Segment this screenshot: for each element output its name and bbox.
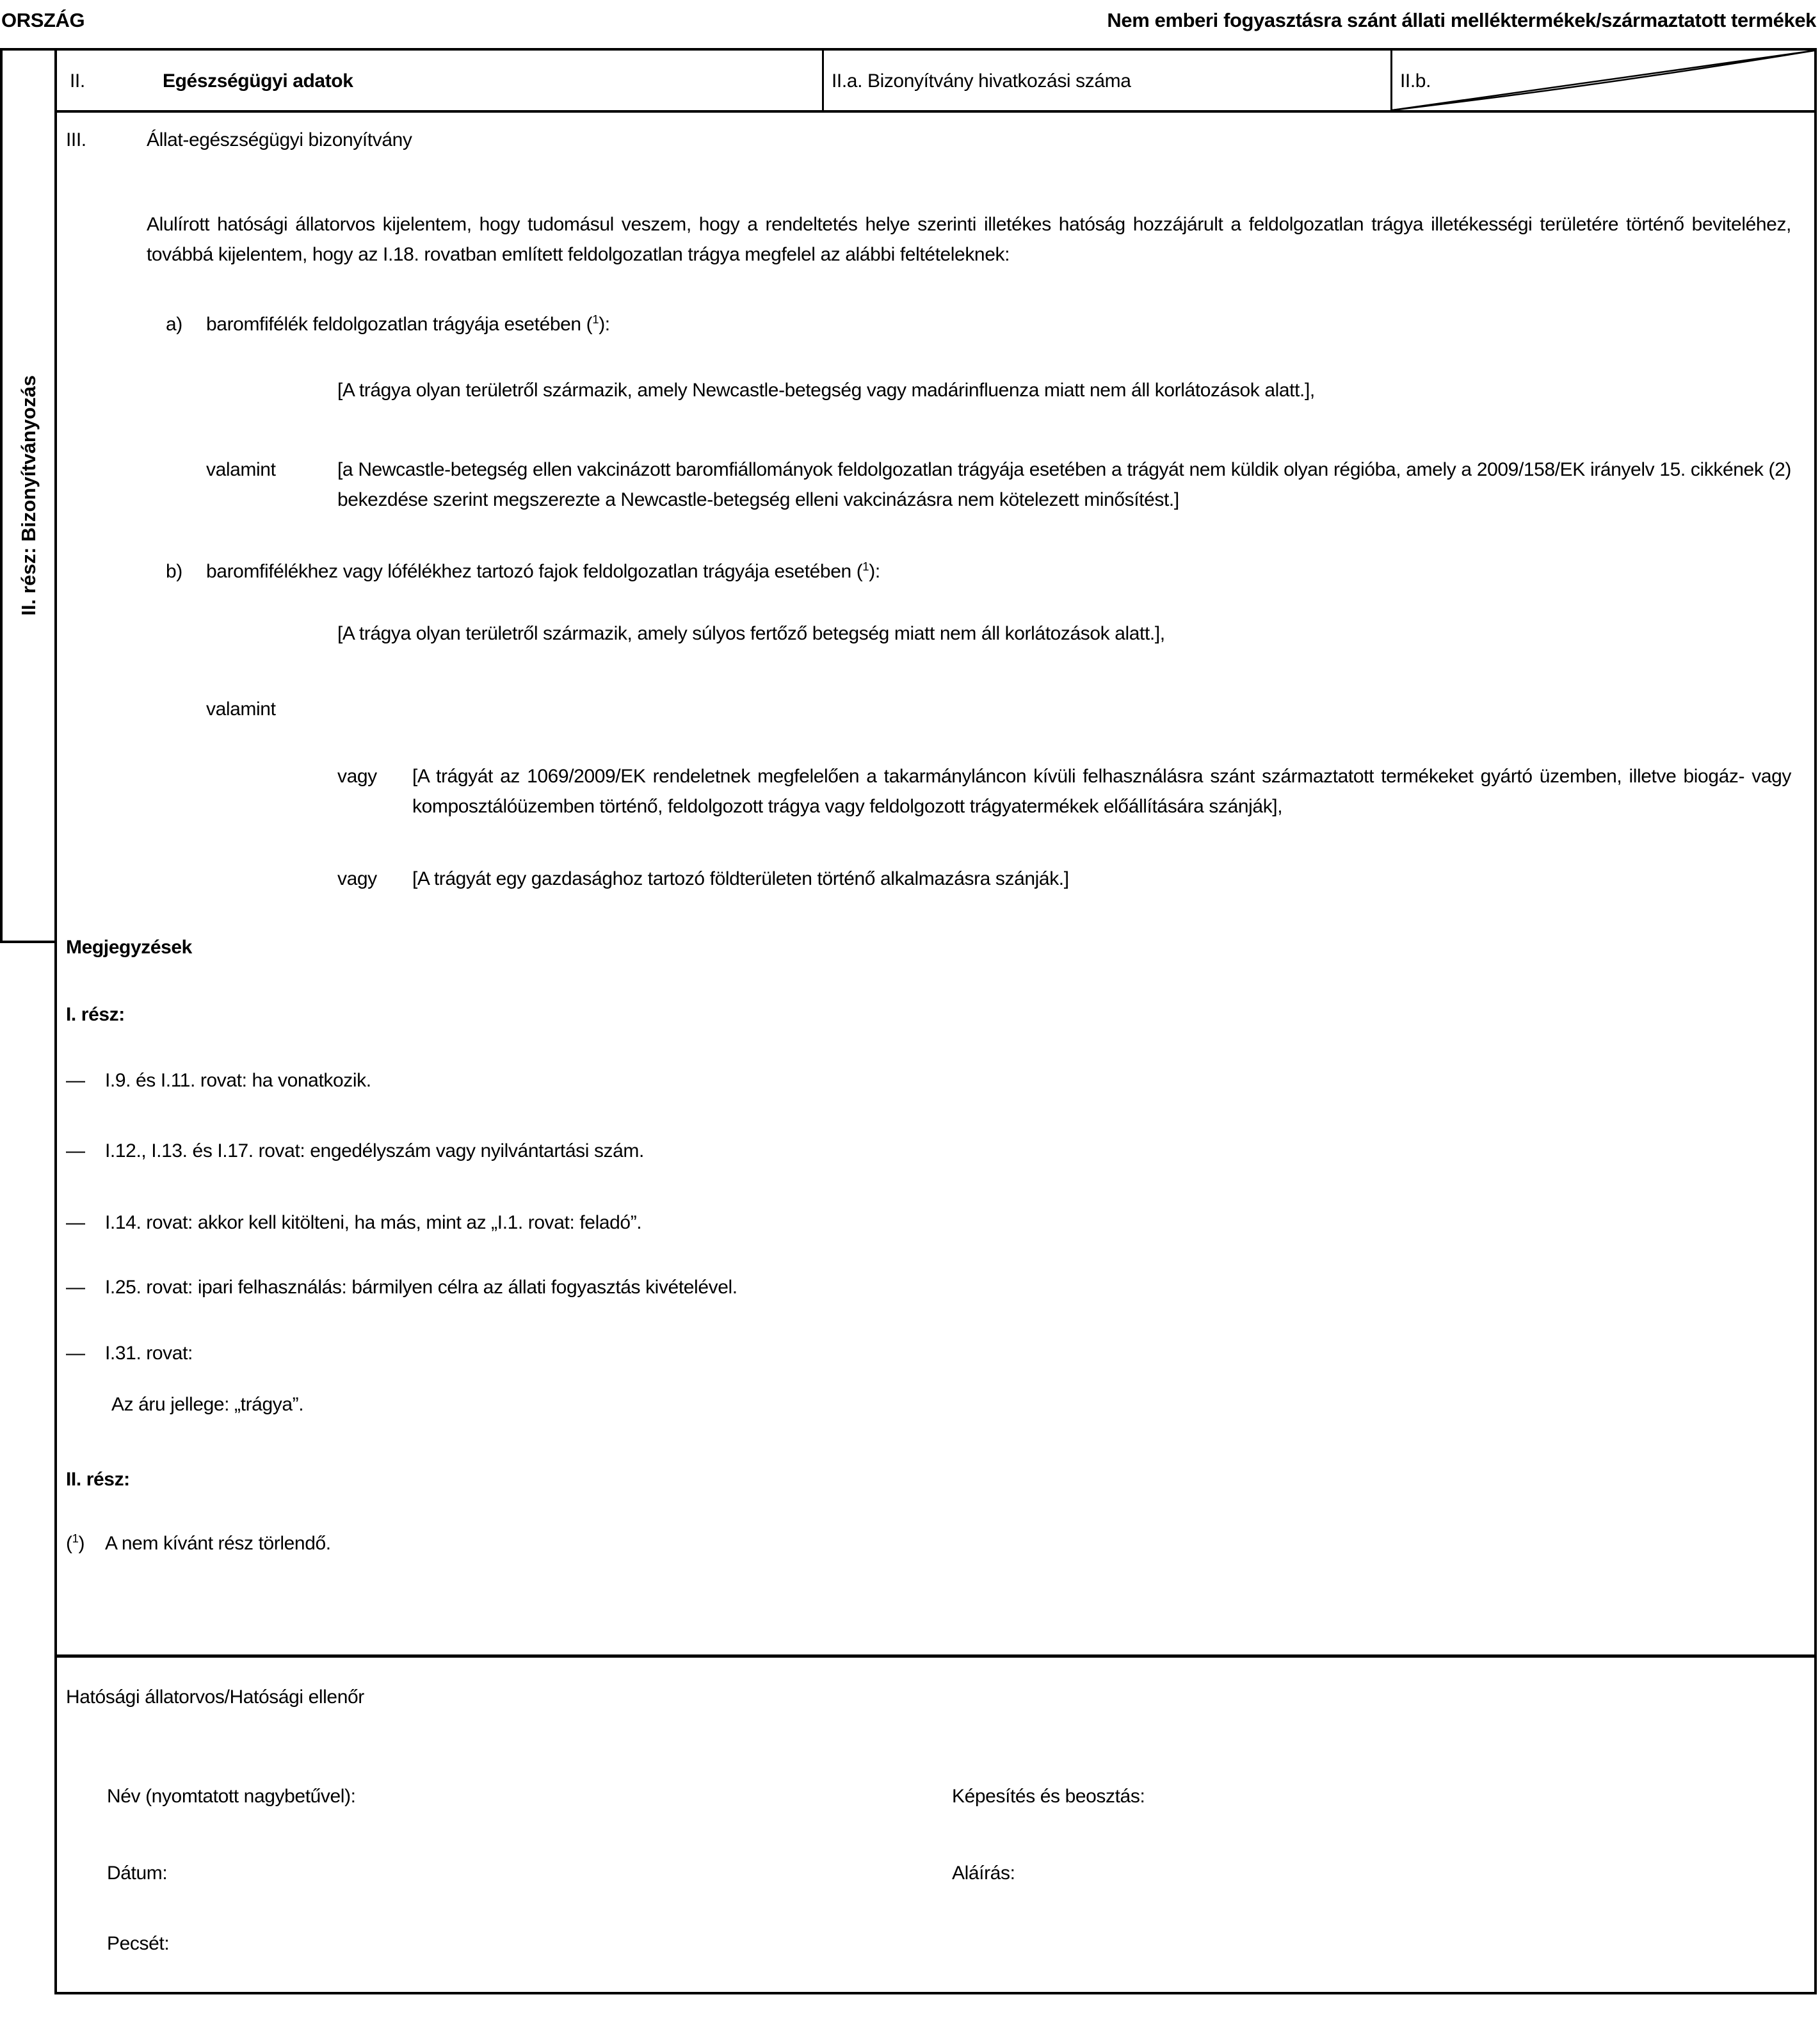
item-b-text xyxy=(206,556,1791,586)
health-information-title: Egészségügyi adatok xyxy=(163,70,353,92)
option-vagy-2 xyxy=(337,864,1791,894)
stamp-row xyxy=(66,1929,1791,1959)
valamint-label: valamint xyxy=(206,459,276,480)
certification-intro-paragraph: Alulírott hatósági állatorvos kijelentem, hogy tudomásul veszem, hogy a rendeltetés helye szerinti illetékes hatóság hozzájárult a feldolgozatlan trágya illetékességi területére történő beviteléhez, továbbá kijelentem, hogy az I.18. rovatban említett feldolgozatlan trágya megfelel az alábbi feltételeknek: xyxy=(147,214,1791,265)
note-item-1-text: I.9. és I.11. rovat: ha vonatkozik. xyxy=(105,1070,371,1091)
item-b-marker: b) xyxy=(166,561,182,582)
commodity-nature-note: Az áru jellege: „trágya”. xyxy=(111,1394,304,1415)
table-header-row xyxy=(57,51,1814,113)
section-ii-number: II. xyxy=(70,70,85,92)
dash-bullet: — xyxy=(66,1277,85,1298)
item-a-valamint-text: [a Newcastle-betegség ellen vakcinázott baromfiállományok feldolgozatlan trágyája esetében a trágyát nem küldik olyan régióba, amely a 2009/158/EK irányelv 15. cikkének (2) bekezdése szerint megszerezte a Newcastle-betegség elleni vakcinázásra nem kötelezett minősítést.] xyxy=(337,459,1791,510)
footnote-marker-pre: ( xyxy=(66,1533,72,1554)
strikeout-diagonal-icon xyxy=(1392,51,1814,110)
option-vagy-1 xyxy=(337,761,1791,821)
footnote-marker-number: 1 xyxy=(72,1532,79,1545)
vagy-label: vagy xyxy=(337,868,377,889)
certificate-reference-cell xyxy=(824,51,1392,110)
dash-bullet: — xyxy=(66,1343,85,1364)
condition-item-b xyxy=(166,556,1791,586)
dash-bullet: — xyxy=(66,1212,85,1233)
section-iii-title: Állat-egészségügyi bizonyítvány xyxy=(147,129,412,150)
footnote-1-text: A nem kívánt rész törlendő. xyxy=(105,1533,331,1554)
date-signature-row xyxy=(66,1858,1791,1888)
document-title: Nem emberi fogyasztásra szánt állati melléktermékek/származtatott termékek xyxy=(1107,9,1816,31)
name-qualification-row xyxy=(66,1781,1791,1811)
footnote-1-marker xyxy=(66,1528,105,1558)
signature-label: Aláírás: xyxy=(952,1863,1015,1884)
item-a-text-pre: baromfifélék feldolgozatlan trágyája esetében ( xyxy=(206,314,593,335)
item-a-marker: a) xyxy=(166,314,182,335)
part2-heading: II. rész: xyxy=(66,1469,130,1490)
section-iii-heading xyxy=(66,125,1791,155)
section-iii-number: III. xyxy=(66,129,86,150)
health-information-cell xyxy=(57,51,824,110)
local-reference-label: II.b. xyxy=(1400,70,1431,92)
name-label: Név (nyomtatott nagybetűvel): xyxy=(107,1786,356,1807)
item-b-text-pre: baromfifélékhez vagy lófélékhez tartozó fajok feldolgozatlan trágyája esetében ( xyxy=(206,561,863,582)
note-item-2-text: I.12., I.13. és I.17. rovat: engedélyszám vagy nyilvántartási szám. xyxy=(105,1140,644,1161)
local-reference-cell xyxy=(1392,51,1814,110)
dash-bullet: — xyxy=(66,1070,85,1091)
officer-heading: Hatósági állatorvos/Hatósági ellenőr xyxy=(66,1686,364,1708)
note-item-3-text: I.14. rovat: akkor kell kitölteni, ha más, mint az „I.1. rovat: feladó”. xyxy=(105,1212,642,1233)
certification-body-cell xyxy=(57,113,1814,1654)
note-item-5 xyxy=(66,1338,1791,1368)
official-veterinarian-cell xyxy=(57,1654,1814,1992)
vagy-label: vagy xyxy=(337,766,377,787)
certificate-reference-label: II.a. Bizonyítvány hivatkozási száma xyxy=(832,70,1131,92)
footnote-marker-post: ) xyxy=(78,1533,85,1554)
item-a-bracket-statement: [A trágya olyan területről származik, amely Newcastle-betegség vagy madárinfluenza miatt nem áll korlátozások alatt.], xyxy=(337,380,1315,401)
item-a-text xyxy=(206,309,1791,339)
note-item-2 xyxy=(66,1136,1791,1166)
item-b-text-post: ): xyxy=(869,561,880,582)
certificate-table xyxy=(54,48,1817,1994)
item-a-footnote-ref: 1 xyxy=(592,312,599,326)
note-item-3 xyxy=(66,1208,1791,1238)
note-item-1 xyxy=(66,1065,1791,1096)
note-item-4-text: I.25. rovat: ipari felhasználás: bármilyen célra az állati fogyasztás kivételével. xyxy=(105,1277,737,1298)
date-label: Dátum: xyxy=(107,1863,168,1884)
note-item-5-text: I.31. rovat: xyxy=(105,1343,193,1364)
qualification-label: Képesítés és beosztás: xyxy=(952,1786,1145,1807)
sidebar-label: II. rész: Bizonyítványozás xyxy=(17,375,40,616)
part2-sidebar xyxy=(0,48,54,943)
item-b-valamint-label: valamint xyxy=(206,699,276,720)
stamp-row-spacer xyxy=(952,1929,1791,1959)
condition-item-a xyxy=(166,309,1791,339)
item-a-text-post: ): xyxy=(599,314,610,335)
dash-bullet: — xyxy=(66,1140,85,1161)
note-item-4 xyxy=(66,1272,1791,1302)
stamp-label: Pecsét: xyxy=(107,1933,170,1954)
part1-heading: I. rész: xyxy=(66,1004,125,1025)
document-header xyxy=(1,5,1816,35)
item-b-bracket-statement: [A trágya olyan területről származik, amely súlyos fertőző betegség miatt nem áll korlátozások alatt.], xyxy=(337,623,1165,644)
vagy-2-text: [A trágyát egy gazdasághoz tartozó földterületen történő alkalmazásra szánják.] xyxy=(412,868,1069,889)
item-a-valamint-block xyxy=(206,455,1791,515)
notes-heading: Megjegyzések xyxy=(66,937,192,958)
country-label: ORSZÁG xyxy=(1,9,85,31)
item-b-footnote-ref: 1 xyxy=(862,560,869,573)
footnote-1 xyxy=(66,1528,1791,1558)
vagy-1-text: [A trágyát az 1069/2009/EK rendeletnek megfelelően a takarmányláncon kívüli felhasználásra szánt származtatott termékeket gyártó üzemben, illetve biogáz- vagy komposztálóüzemben történő, feldolgozott trágya vagy feldolgozott trágyatermékek előállítására szánják], xyxy=(412,766,1791,817)
